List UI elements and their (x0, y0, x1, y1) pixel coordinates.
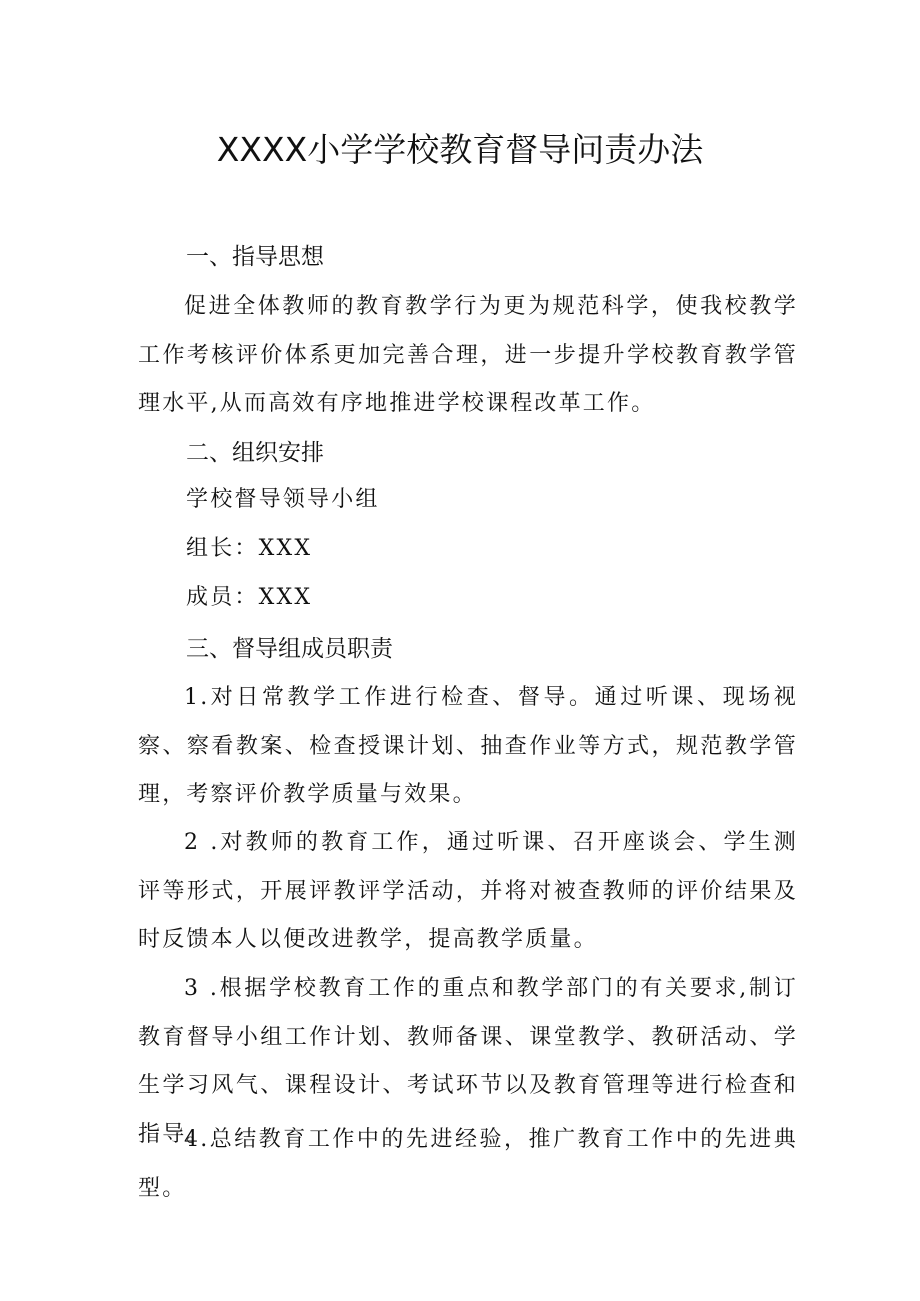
section-heading-responsibilities: 三、督导组成员职责 (186, 636, 393, 662)
section-heading-organization: 二、组织安排 (186, 440, 324, 466)
responsibility-item-1: 1.对日常教学工作进行检查、督导。通过听课、现场视察、察看教案、检查授课计划、抽查作业等方式，规范教学管理，考察评价教学质量与效果。 (138, 685, 798, 807)
responsibility-item-2: 2 .对教师的教育工作，通过听课、召开座谈会、学生测评等形式，开展评教评学活动，并将对被查教师的评价结果及时反馈本人以便改进教学，提高教学质量。 (138, 830, 798, 952)
responsibility-item-4: 4.总结教育工作中的先进经验，推广教育工作中的先进典型。 (138, 1127, 798, 1201)
responsibility-item-3: 3 .根据学校教育工作的重点和教学部门的有关要求,制订教育督导小组工作计划、教师备课、课堂教学、教研活动、学生学习风气、课程设计、考试环节以及教育管理等进行检查和指导。 (138, 976, 798, 1147)
document-title: XXXX小学学校教育督导问责办法 (216, 130, 704, 169)
members-line: 成员：XXX (186, 585, 313, 610)
section1-paragraph: 促进全体教师的教育教学行为更为规范科学，使我校教学工作考核评价体系更加完善合理，进一步提升学校教育教学管理水平,从而高效有序地推进学校课程改革工作。 (138, 294, 798, 416)
section-heading-guiding-ideology: 一、指导思想 (186, 244, 324, 270)
leader-line: 组长：XXX (186, 536, 313, 561)
group-name-line: 学校督导领导小组 (186, 487, 380, 512)
